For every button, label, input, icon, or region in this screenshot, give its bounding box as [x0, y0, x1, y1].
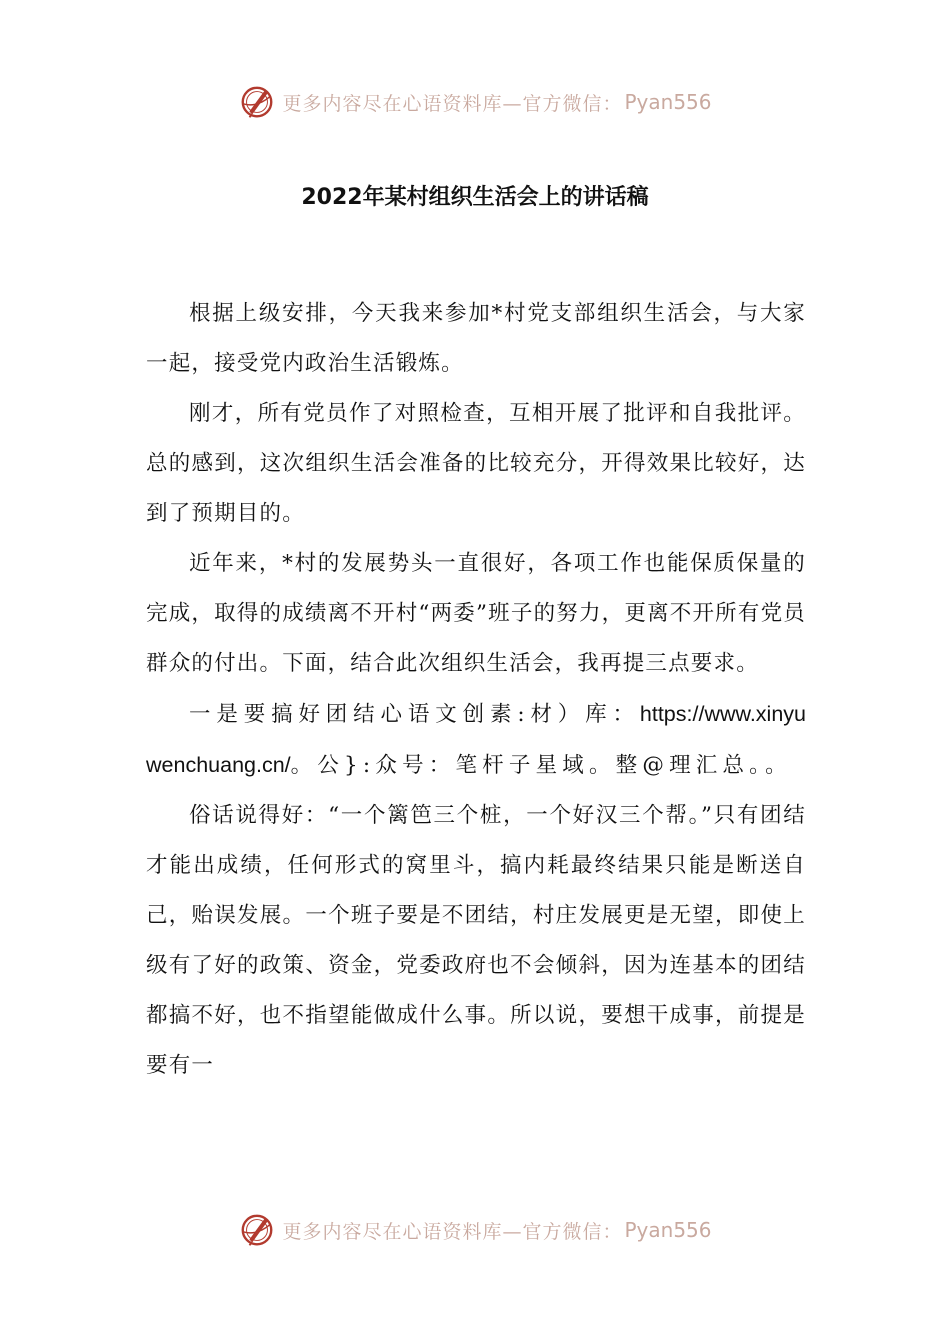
- paragraph-4-suffix: 。公}:众号：笔杆子星域。整@理汇总。。: [290, 753, 792, 778]
- document-title: 2022年某村组织生活会上的讲话稿: [301, 185, 649, 210]
- quill-pen-logo-icon: [238, 83, 276, 121]
- paragraph-1: 根据上级安排，今天我来参加*村党支部组织生活会，与大家一起，接受党内政治生活锻炼。: [146, 301, 806, 376]
- document-body: [146, 289, 806, 1091]
- footer-banner: [0, 1208, 950, 1252]
- header-banner-text: 更多内容尽在心语资料库—官方微信：: [282, 92, 623, 115]
- paragraph-4-prefix: 一是要搞好团结心语文创素:材）库：: [189, 702, 640, 727]
- paragraph-5: 俗话说得好：“一个篱笆三个桩，一个好汉三个帮。”只有团结才能出成绩，任何形式的窝里斗，搞内耗最终结果只能是断送自己，贻误发展。一个班子要是不团结，村庄发展更是无望，即使上级有了好的政策、资金，党委政府也不会倾斜，因为连基本的团结都搞不好，也不指望能做成什么事。所以说，要想干成事，前提是要有一: [146, 803, 806, 1078]
- quill-pen-logo-icon: [238, 1211, 276, 1249]
- footer-wechat-id: Pyan556: [624, 1218, 712, 1242]
- paragraph-2: 刚才，所有党员作了对照检查，互相开展了批评和自我批评。总的感到，这次组织生活会准备的比较充分，开得效果比较好，达到了预期目的。: [146, 401, 806, 526]
- footer-banner-text: 更多内容尽在心语资料库—官方微信：: [282, 1220, 623, 1243]
- paragraph-3: 近年来，*村的发展势头一直很好，各项工作也能保质保量的完成，取得的成绩离不开村“两委”班子的努力，更离不开所有党员群众的付出。下面，结合此次组织生活会，我再提三点要求。: [146, 551, 806, 676]
- header-banner: [0, 80, 950, 124]
- header-wechat-id: Pyan556: [624, 90, 712, 114]
- paragraph-4-url: https://www.xinyuwenchuang.cn/: [146, 702, 806, 777]
- paragraph-4: [146, 689, 806, 791]
